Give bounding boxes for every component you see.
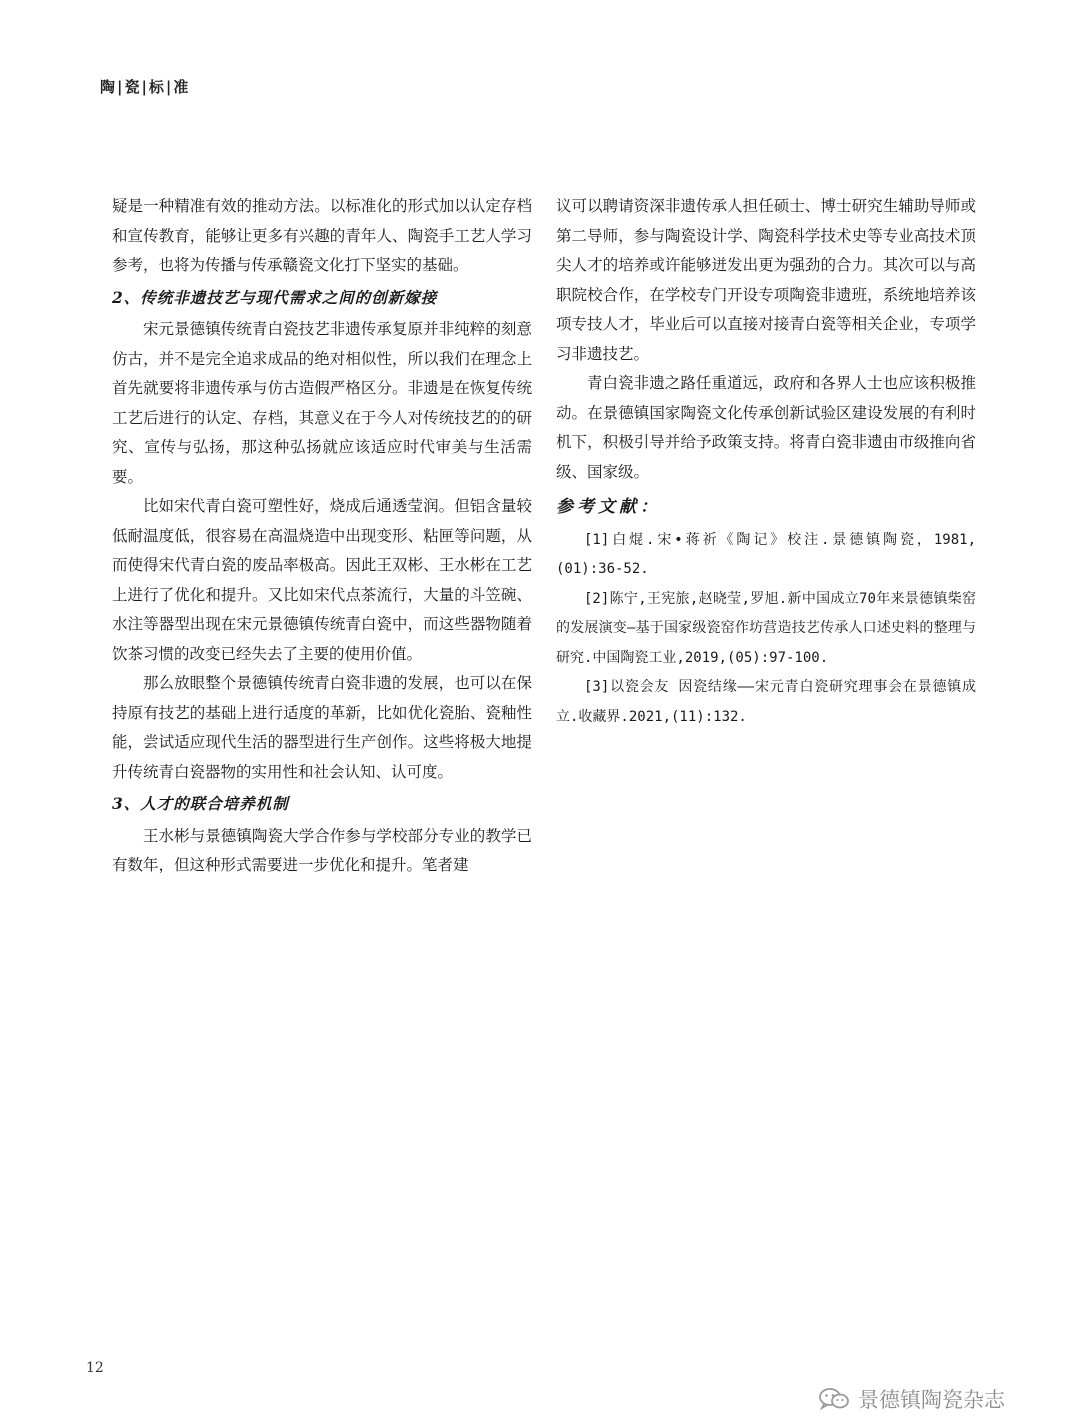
section-heading-3: 3、人才的联合培养机制: [112, 794, 289, 813]
left-column: [112, 192, 532, 881]
page-number: 12: [86, 1360, 104, 1376]
reference-item: [3]以瓷会友 因瓷结缘——宋元青白瓷研究理事会在景德镇成立.收藏界.2021,(11):132.: [556, 679, 976, 725]
wechat-icon: [818, 1387, 850, 1411]
section-heading-2: 2、传统非遗技艺与现代需求之间的创新嫁接: [112, 287, 438, 307]
paragraph: 宋元景德镇传统青白瓷技艺非遗传承复原并非纯粹的刻意仿古，并不是完全追求成品的绝对相似性，所以我们在理念上首先就要将非遗传承与仿古造假严格区分。非遗是在恢复传统工艺后进行的认定、存档，其意义在于今人对传统技艺的的研究、宣传与弘扬，那这种弘扬就应该适应时代审美与生活需要。: [112, 320, 532, 486]
paragraph: 议可以聘请资深非遗传承人担任硕士、博士研究生辅助导师或第二导师，参与陶瓷设计学、陶瓷科学技术史等专业高技术顶尖人才的培养或许能够迸发出更为强劲的合力。其次可以与高职院校合作，在学校专门开设专项陶瓷非遗班，系统地培养该项专技人才，毕业后可以直接对接青白瓷等相关企业，专项学习非遗技艺。: [556, 197, 976, 363]
paragraph: 青白瓷非遗之路任重道远，政府和各界人士也应该积极推动。在景德镇国家陶瓷文化传承创新试验区建设发展的有利时机下，积极引导并给予政策支持。将青白瓷非遗由市级推向省级、国家级。: [556, 374, 976, 481]
paragraph: 那么放眼整个景德镇传统青白瓷非遗的发展，也可以在保持原有技艺的基础上进行适度的革新，比如优化瓷胎、瓷釉性能，尝试适应现代生活的器型进行生产创作。这些将极大地提升传统青白瓷器物的实用性和社会认知、认可度。: [112, 674, 532, 781]
right-column: [556, 192, 976, 732]
paragraph: 疑是一种精准有效的推动方法。以标准化的形式加以认定存档和宣传教育，能够让更多有兴趣的青年人、陶瓷手工艺人学习参考，也将为传播与传承赣瓷文化打下坚实的基础。: [112, 197, 532, 274]
reference-item: [2]陈宁,王宪旅,赵晓莹,罗旭.新中国成立70年来景德镇柴窑的发展演变—基于国家级瓷窑作坊营造技艺传承人口述史料的整理与研究.中国陶瓷工业,2019,(05):97-100.: [556, 590, 976, 666]
reference-item: [1]白焜.宋•蒋祈《陶记》校注.景德镇陶瓷，1981,(01):36-52.: [556, 531, 976, 577]
watermark-text: 景德镇陶瓷杂志: [858, 1388, 1005, 1412]
watermark: [818, 1384, 1005, 1414]
paragraph: 王水彬与景德镇陶瓷大学合作参与学校部分专业的教学已有数年，但这种形式需要进一步优化和提升。笔者建: [112, 826, 532, 874]
running-header: 陶|瓷|标|准: [100, 78, 191, 96]
paragraph: 比如宋代青白瓷可塑性好，烧成后通透莹润。但铝含量较低耐温度低，很容易在高温烧造中出现变形、粘匣等问题，从而使得宋代青白瓷的废品率极高。因此王双彬、王水彬在工艺上进行了优化和提升。又比如宋代点茶流行，大量的斗笠碗、水注等器型出现在宋元景德镇传统青白瓷中，而这些器物随着饮茶习惯的改变已经失去了主要的使用价值。: [112, 497, 532, 663]
references-heading: 参考文献：: [556, 497, 661, 517]
